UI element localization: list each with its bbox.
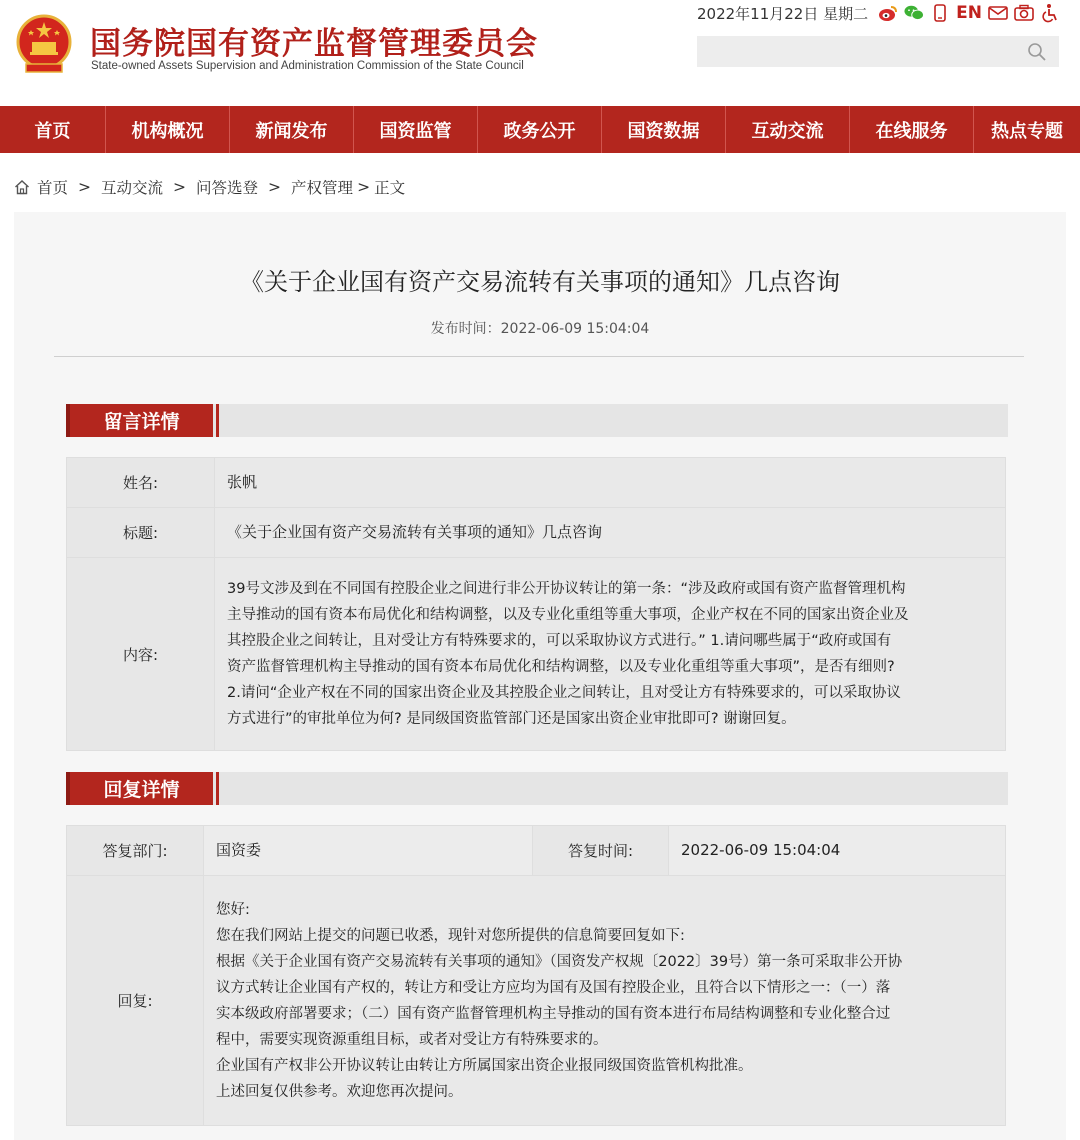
reply-line: 程中，需要实现资源重组目标，或者对受让方有特殊要求的。 [216, 1031, 608, 1048]
reply-line: 根据《关于企业国有资产交易流转有关事项的通知》（国资发产权规〔2022〕39号）第一条可采取非公开协 [216, 953, 903, 970]
reply-time-label: 答复时间: [533, 826, 669, 876]
site-title[interactable]: 国务院国有资产监督管理委员会 [90, 26, 538, 62]
search-input[interactable] [705, 40, 1015, 62]
reply-section-header [66, 772, 1008, 805]
english-version-link[interactable]: EN [956, 3, 982, 23]
reply-line: 企业国有产权非公开协议转让由转让方所属国家出资企业报同级国资监管机构批准。 [216, 1057, 753, 1074]
nav-item-news[interactable]: 新闻发布 [230, 106, 354, 153]
table-row [67, 508, 1006, 558]
reply-dept-label: 答复部门: [67, 826, 204, 876]
breadcrumb-home[interactable]: 首页 [37, 179, 69, 197]
breadcrumb [14, 176, 405, 198]
title-divider [54, 356, 1024, 357]
reply-time-value: 2022-06-09 15:04:04 [669, 826, 1006, 876]
breadcrumb-current: 正文 [374, 179, 406, 197]
reply-line: 您好: [216, 901, 250, 918]
breadcrumb-property-rights[interactable]: 产权管理 [291, 179, 354, 197]
site-subtitle: State-owned Assets Supervision and Administration Commission of the State Council [91, 60, 524, 72]
breadcrumb-qa[interactable]: 问答选登 [196, 179, 259, 197]
content-line: 方式进行”的审批单位为何? 是同级国资监管部门还是国家出资企业审批即可? 谢谢回复。 [227, 711, 796, 727]
breadcrumb-separator: > [173, 178, 187, 196]
accessibility-icon[interactable] [1040, 3, 1060, 23]
search-box [697, 36, 1059, 67]
content-line: 其控股企业之间转让，且对受让方有特殊要求的，可以采取协议方式进行。” 1.请问哪些属于“政府或国有 [227, 633, 892, 649]
current-date: 2022年11月22日 星期二 [697, 4, 869, 23]
content-line: 2.请问“企业产权在不同的国家出资企业及其控股企业之间转让，且对受让方有特殊要求的，可以采取协议 [227, 685, 901, 701]
title-value: 《关于企业国有资产交易流转有关事项的通知》几点咨询 [215, 508, 1006, 558]
message-details-table [66, 457, 1006, 751]
reply-value [204, 876, 1006, 1126]
nav-item-data[interactable]: 国资数据 [602, 106, 726, 153]
nav-item-home[interactable]: 首页 [0, 106, 106, 153]
reply-dept-value: 国资委 [204, 826, 533, 876]
article-content [14, 212, 1066, 1140]
content-line: 主导推动的国有资本布局优化和结构调整，以及专业化重组等重大事项，企业产权在不同的国家出资企业及 [227, 607, 909, 623]
content-value [215, 558, 1006, 751]
nav-item-online-services[interactable]: 在线服务 [850, 106, 974, 153]
publish-time-value: 2022-06-09 15:04:04 [500, 321, 650, 337]
reply-line: 议方式转让企业国有产权的，转让方和受让方应均为国有及国有控股企业，且符合以下情形之一：（一）落 [216, 979, 891, 996]
home-icon [14, 179, 30, 195]
table-row [67, 876, 1006, 1126]
title-label: 标题: [67, 508, 215, 558]
table-row [67, 558, 1006, 751]
name-value: 张帆 [215, 458, 1006, 508]
nav-item-supervision[interactable]: 国资监管 [354, 106, 478, 153]
content-line: 39号文涉及到在不同国有控股企业之间进行非公开协议转让的第一条：“涉及政府或国有资产监督管理机构 [227, 581, 906, 597]
article-title: 《关于企业国有资产交易流转有关事项的通知》几点咨询 [240, 268, 840, 296]
national-emblem-icon[interactable] [14, 12, 74, 76]
breadcrumb-interaction[interactable]: 互动交流 [101, 179, 164, 197]
content-label: 内容: [67, 558, 215, 751]
reply-line: 上述回复仅供参考。欢迎您再次提问。 [216, 1083, 463, 1100]
message-section-heading: 留言详情 [66, 404, 213, 437]
nav-item-public-affairs[interactable]: 政务公开 [478, 106, 602, 153]
site-header [0, 0, 1080, 105]
reply-line: 实本级政府部署要求；（二）国有资产监督管理机构主导推动的国有资本进行布局结构调整和专业化整合过 [216, 1005, 891, 1022]
name-label: 姓名: [67, 458, 215, 508]
breadcrumb-separator: > [268, 178, 282, 196]
mail-icon[interactable] [988, 3, 1008, 23]
reply-section-heading: 回复详情 [66, 772, 213, 805]
table-row [67, 826, 1006, 876]
breadcrumb-separator: > [78, 178, 92, 196]
search-icon[interactable] [1027, 42, 1047, 62]
table-row [67, 458, 1006, 508]
mobile-icon[interactable] [930, 3, 950, 23]
nav-item-interaction[interactable]: 互动交流 [726, 106, 850, 153]
camera-icon[interactable] [1014, 3, 1034, 23]
reply-line: 您在我们网站上提交的问题已收悉，现针对您所提供的信息简要回复如下: [216, 927, 685, 944]
weibo-icon[interactable] [878, 3, 898, 23]
wechat-icon[interactable] [904, 3, 924, 23]
publish-time [14, 318, 1066, 338]
reply-label: 回复: [67, 876, 204, 1126]
publish-time-label: 发布时间： [430, 321, 501, 337]
top-utility-bar [697, 2, 1060, 24]
message-section-header [66, 404, 1008, 437]
reply-details-table [66, 825, 1006, 1126]
breadcrumb-separator: > [357, 178, 371, 196]
main-nav [0, 106, 1080, 153]
nav-item-topics[interactable]: 热点专题 [991, 120, 1063, 142]
nav-item-organization[interactable]: 机构概况 [106, 106, 230, 153]
content-line: 资产监督管理机构主导推动的国有资本布局优化和结构调整，以及专业化重组等重大事项”，是否有细则? [227, 659, 895, 675]
